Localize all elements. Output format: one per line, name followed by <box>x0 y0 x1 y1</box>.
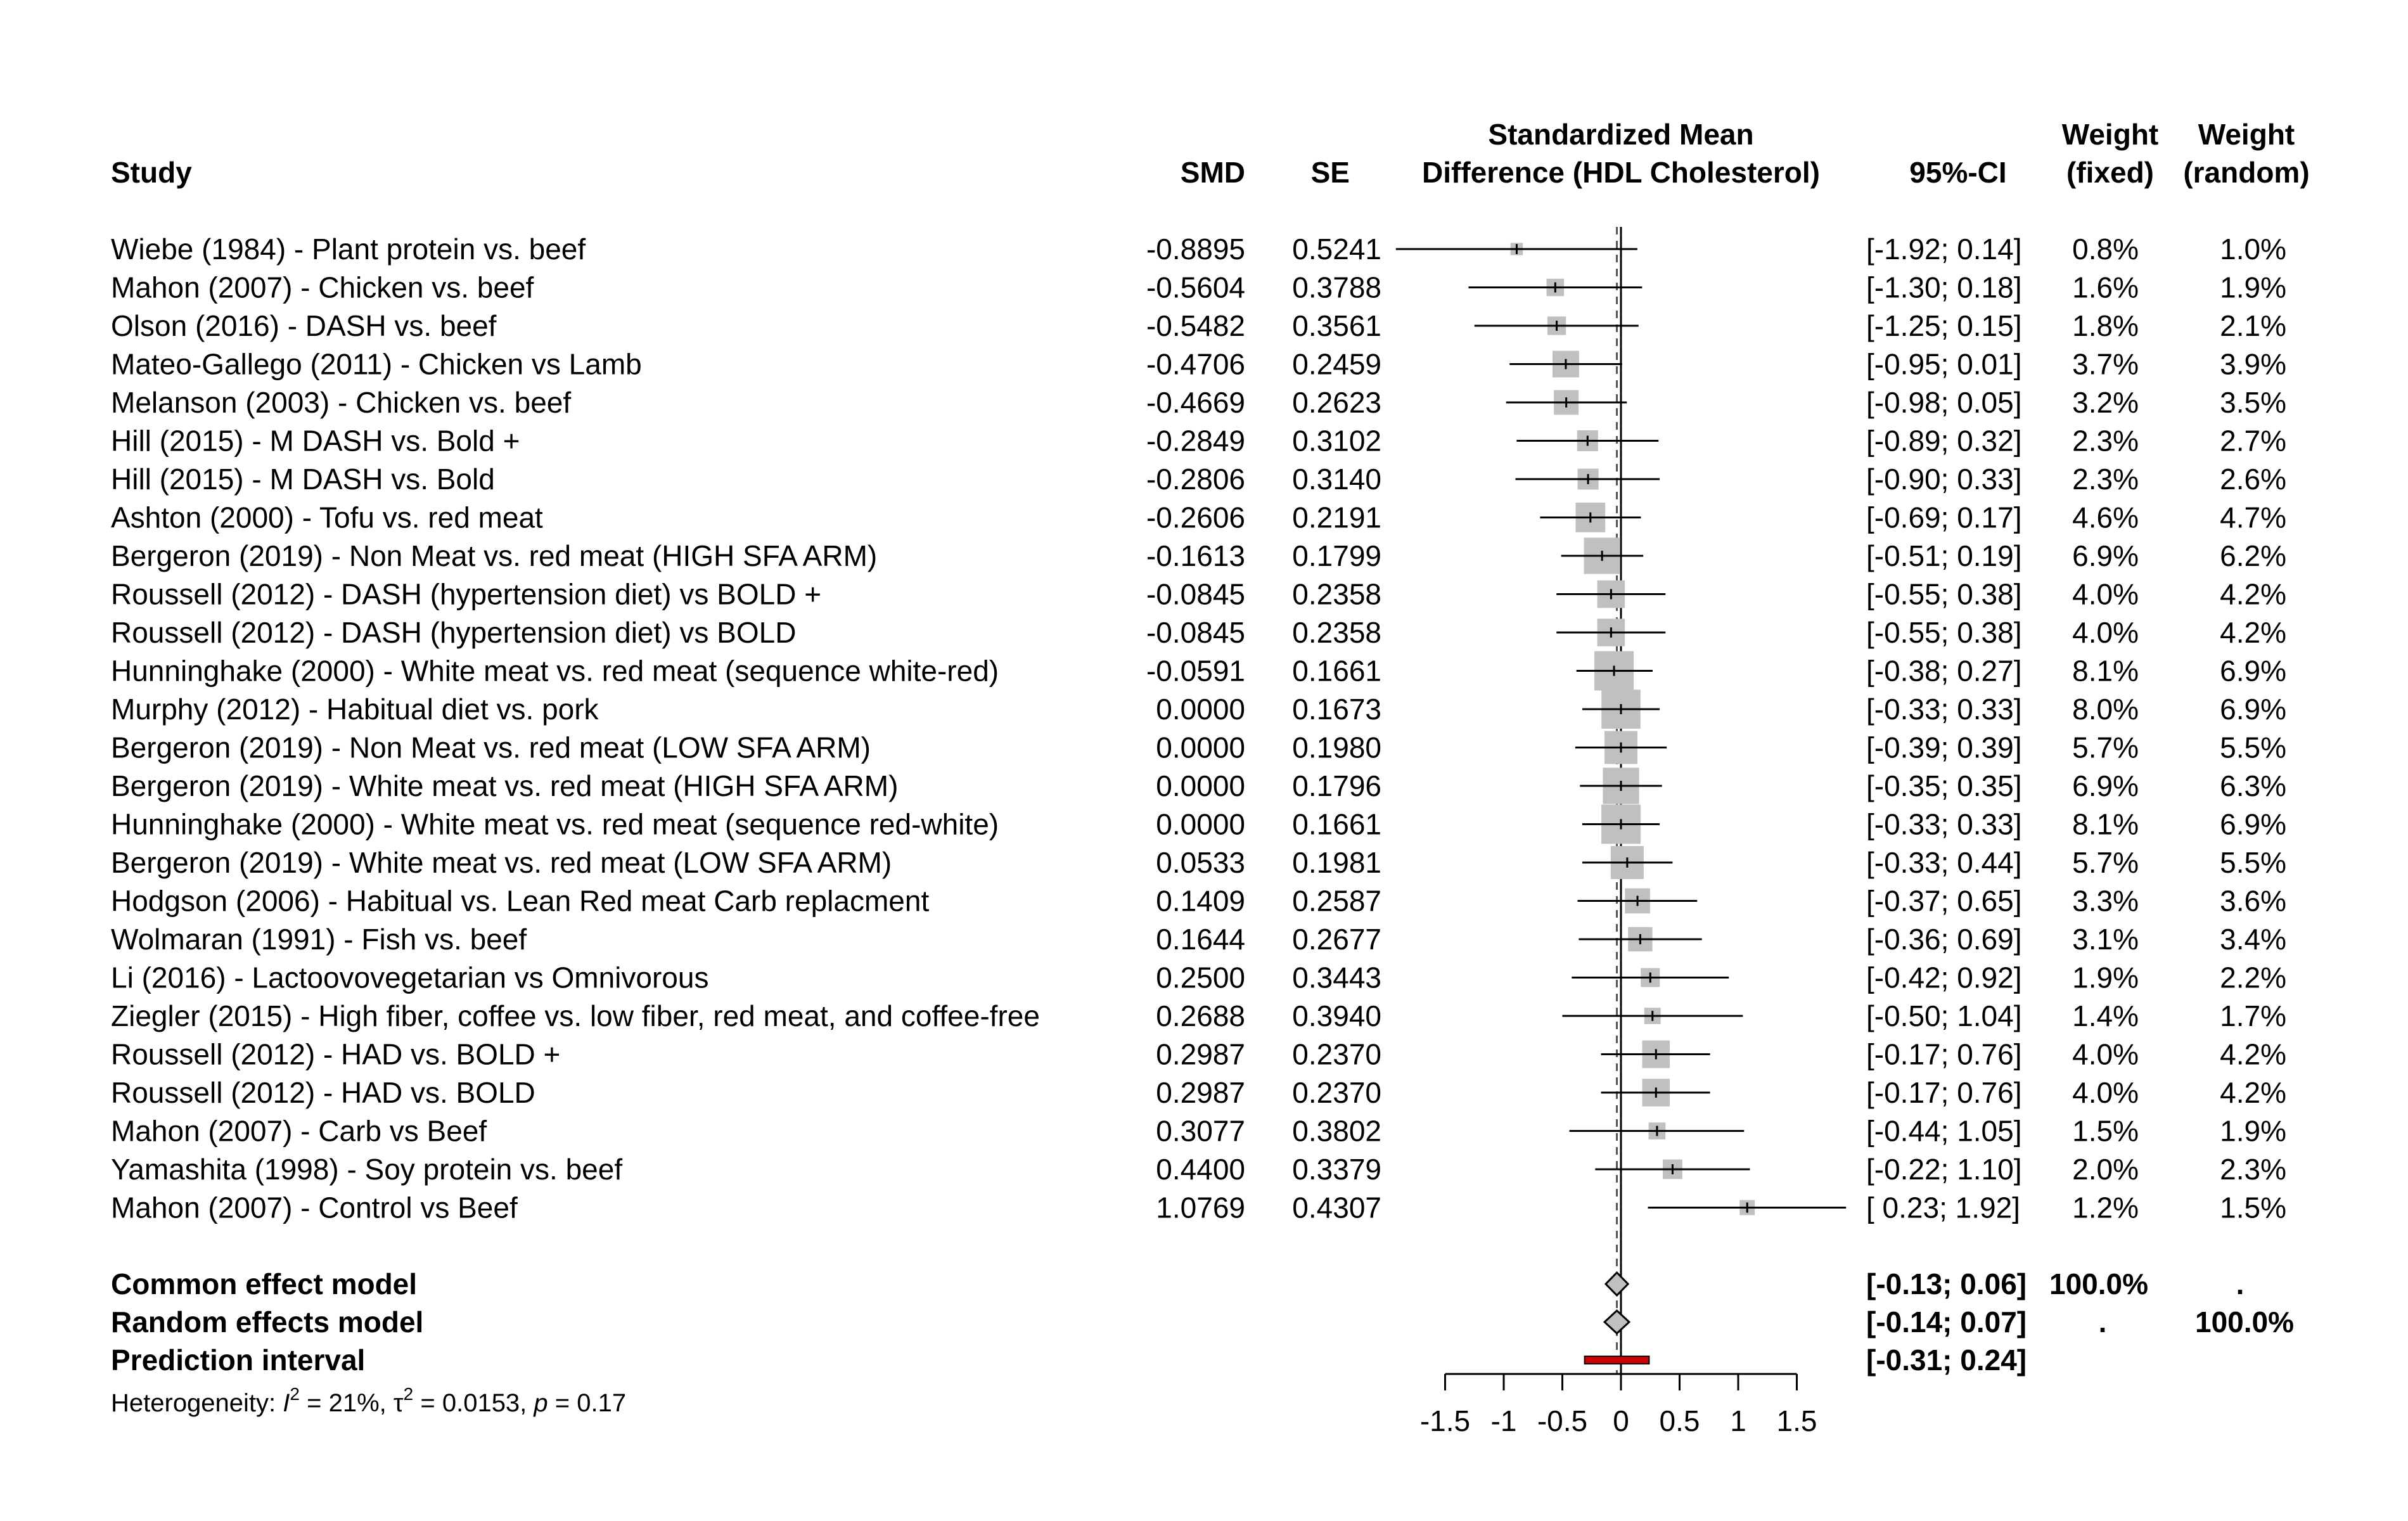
ci-value: [-0.37; 0.65] <box>1866 884 2022 918</box>
study-label: Bergeron (2019) - Non Meat vs. red meat (LOW SFA ARM) <box>111 731 871 764</box>
study-row <box>111 961 2286 994</box>
weight-random-value: 6.2% <box>2220 539 2286 572</box>
study-row <box>111 731 2286 764</box>
column-headers <box>111 118 2310 189</box>
study-label: Wolmaran (1991) - Fish vs. beef <box>111 923 527 956</box>
weight-random-value: 1.0% <box>2220 233 2286 266</box>
het-p-value: = 0.17 <box>548 1389 627 1417</box>
smd-value: 0.2688 <box>1156 999 1245 1032</box>
smd-value: -0.5604 <box>1146 271 1245 304</box>
study-label: Hunninghake (2000) - White meat vs. red meat (sequence red-white) <box>111 807 999 841</box>
header-weight-random-line2: (random) <box>2183 156 2310 189</box>
study-label: Mahon (2007) - Carb vs Beef <box>111 1114 487 1148</box>
ci-value: [-0.55; 0.38] <box>1866 577 2022 611</box>
weight-random-value: 3.6% <box>2220 884 2286 918</box>
study-row <box>111 846 2286 879</box>
header-weight-random-line1: Weight <box>2198 118 2295 151</box>
se-value: 0.3940 <box>1292 999 1381 1032</box>
study-row <box>111 463 2286 496</box>
ci-value: [-1.30; 0.18] <box>1866 271 2022 304</box>
study-row <box>111 999 2286 1032</box>
ci-value: [-1.25; 0.15] <box>1866 309 2022 342</box>
weight-random-value: 2.7% <box>2220 424 2286 458</box>
prediction-ci: [-0.31; 0.24] <box>1866 1344 2027 1377</box>
ci-value: [-0.55; 0.38] <box>1866 616 2022 649</box>
summary-rows <box>111 1268 2294 1377</box>
weight-random-value: 4.2% <box>2220 577 2286 611</box>
study-row <box>111 1115 2286 1148</box>
study-row <box>111 578 2286 611</box>
smd-value: 0.0000 <box>1156 807 1245 841</box>
study-label: Bergeron (2019) - White meat vs. red meat (LOW SFA ARM) <box>111 846 892 879</box>
ci-value: [-0.33; 0.33] <box>1866 807 2022 841</box>
smd-value: 0.0000 <box>1156 693 1245 726</box>
header-study: Study <box>111 156 192 189</box>
ci-value: [-0.35; 0.35] <box>1866 769 2022 802</box>
smd-value: 0.2987 <box>1156 1037 1245 1071</box>
se-value: 0.1799 <box>1292 539 1381 572</box>
study-label: Roussell (2012) - HAD vs. BOLD + <box>111 1037 561 1071</box>
x-axis <box>1420 1374 1817 1437</box>
x-axis-tick-label: -1.5 <box>1419 1404 1471 1437</box>
se-value: 0.1981 <box>1292 846 1381 879</box>
ci-value: [-0.89; 0.32] <box>1866 424 2022 458</box>
study-label: Olson (2016) - DASH vs. beef <box>111 309 497 342</box>
x-axis-tick-label: 0 <box>1613 1404 1629 1437</box>
weight-fixed-value: 0.8% <box>2072 233 2139 266</box>
ci-value: [-0.90; 0.33] <box>1866 463 2022 496</box>
weight-fixed-value: 3.2% <box>2072 386 2139 419</box>
se-value: 0.1980 <box>1292 731 1381 764</box>
weight-random-value: 3.4% <box>2220 923 2286 956</box>
header-weight-fixed-line1: Weight <box>2061 118 2159 151</box>
weight-fixed-value: 1.6% <box>2072 271 2139 304</box>
study-label: Hill (2015) - M DASH vs. Bold <box>111 463 495 496</box>
header-ci: 95%-CI <box>1909 156 2007 189</box>
weight-fixed-value: 4.0% <box>2072 1037 2139 1071</box>
se-value: 0.2191 <box>1292 501 1381 534</box>
heterogeneity-text <box>111 1384 626 1417</box>
se-value: 0.1673 <box>1292 693 1381 726</box>
weight-random-value: 3.5% <box>2220 386 2286 419</box>
study-row <box>111 309 2286 342</box>
smd-value: -0.0591 <box>1146 654 1245 688</box>
study-label: Ashton (2000) - Tofu vs. red meat <box>111 501 543 534</box>
study-row <box>111 651 2286 691</box>
ci-value: [-0.36; 0.69] <box>1866 923 2022 956</box>
weight-random-value: 2.2% <box>2220 961 2286 994</box>
se-value: 0.3802 <box>1292 1114 1381 1148</box>
x-axis-tick-label: 1 <box>1730 1404 1746 1437</box>
weight-fixed-value: 1.8% <box>2072 309 2139 342</box>
ci-value: [-0.98; 0.05] <box>1866 386 2022 419</box>
weight-fixed-value: 5.7% <box>2072 731 2139 764</box>
study-row <box>111 885 2286 918</box>
smd-value: 0.4400 <box>1156 1153 1245 1186</box>
se-value: 0.4307 <box>1292 1191 1381 1224</box>
weight-fixed-value: 2.3% <box>2072 424 2139 458</box>
study-label: Hodgson (2006) - Habitual vs. Lean Red meat Carb replacment <box>111 884 930 918</box>
study-label: Mahon (2007) - Chicken vs. beef <box>111 271 534 304</box>
se-value: 0.3443 <box>1292 961 1381 994</box>
se-value: 0.3379 <box>1292 1153 1381 1186</box>
se-value: 0.2358 <box>1292 616 1381 649</box>
summary-label: Common effect model <box>111 1268 418 1300</box>
se-value: 0.1796 <box>1292 769 1381 802</box>
smd-value: -0.0845 <box>1146 577 1245 611</box>
se-value: 0.3140 <box>1292 463 1381 496</box>
study-label: Murphy (2012) - Habitual diet vs. pork <box>111 693 599 726</box>
study-label: Hill (2015) - M DASH vs. Bold + <box>111 424 520 458</box>
ci-value: [-0.38; 0.27] <box>1866 654 2022 688</box>
weight-fixed-value: 4.0% <box>2072 577 2139 611</box>
smd-value: -0.1613 <box>1146 539 1245 572</box>
study-label: Roussell (2012) - HAD vs. BOLD <box>111 1076 535 1109</box>
ci-value: [-0.39; 0.39] <box>1866 731 2022 764</box>
weight-fixed-value: 1.9% <box>2072 961 2139 994</box>
weight-random-value: 2.1% <box>2220 309 2286 342</box>
smd-value: 0.1409 <box>1156 884 1245 918</box>
ci-value: [-0.69; 0.17] <box>1866 501 2022 534</box>
weight-fixed-value: 2.3% <box>2072 463 2139 496</box>
study-row <box>111 1191 2286 1224</box>
header-weight-fixed-line2: (fixed) <box>2066 156 2154 189</box>
weight-random-value: 2.3% <box>2220 1153 2286 1186</box>
se-value: 0.2370 <box>1292 1076 1381 1109</box>
se-value: 0.2459 <box>1292 347 1381 381</box>
ci-value: [-0.42; 0.92] <box>1866 961 2022 994</box>
smd-value: 0.3077 <box>1156 1114 1245 1148</box>
smd-value: -0.2849 <box>1146 424 1245 458</box>
summary-diamond <box>1604 1311 1629 1333</box>
smd-value: 0.2987 <box>1156 1076 1245 1109</box>
weight-fixed-value: 1.5% <box>2072 1114 2139 1148</box>
weight-random-value: 4.2% <box>2220 1037 2286 1071</box>
header-plot-line2: Difference (HDL Cholesterol) <box>1422 156 1820 189</box>
ci-value: [-0.51; 0.19] <box>1866 539 2022 572</box>
smd-value: 0.2500 <box>1156 961 1245 994</box>
study-label: Yamashita (1998) - Soy protein vs. beef <box>111 1153 623 1186</box>
study-row <box>111 1153 2286 1186</box>
weight-random-value: 1.7% <box>2220 999 2286 1032</box>
se-value: 0.2677 <box>1292 923 1381 956</box>
het-p-symbol: p <box>534 1389 548 1417</box>
study-label: Mahon (2007) - Control vs Beef <box>111 1191 518 1224</box>
smd-value: -0.0845 <box>1146 616 1245 649</box>
prediction-interval-row <box>111 1344 2027 1377</box>
study-row <box>111 1076 2286 1109</box>
x-axis-tick-label: 1.5 <box>1776 1404 1817 1437</box>
weight-fixed-value: 6.9% <box>2072 539 2139 572</box>
se-value: 0.2587 <box>1292 884 1381 918</box>
weight-random-value: 3.9% <box>2220 347 2286 381</box>
study-row <box>111 233 2286 266</box>
ci-value: [-0.95; 0.01] <box>1866 347 2022 381</box>
study-row <box>111 425 2286 458</box>
summary-diamond <box>1606 1273 1628 1295</box>
weight-random-value: 1.9% <box>2220 271 2286 304</box>
weight-fixed-value: 4.0% <box>2072 616 2139 649</box>
study-rows <box>111 233 2286 1224</box>
weight-random-value: 1.5% <box>2220 1191 2286 1224</box>
ci-value: [-0.17; 0.76] <box>1866 1037 2022 1071</box>
smd-value: 1.0769 <box>1156 1191 1245 1224</box>
het-i2-symbol: I <box>283 1389 290 1417</box>
smd-value: -0.4706 <box>1146 347 1245 381</box>
weight-fixed-value: 6.9% <box>2072 769 2139 802</box>
weight-fixed-value: 1.4% <box>2072 999 2139 1032</box>
study-row <box>111 923 2286 956</box>
study-label: Ziegler (2015) - High fiber, coffee vs. low fiber, red meat, and coffee-free <box>111 999 1040 1032</box>
header-plot-line1: Standardized Mean <box>1488 118 1754 151</box>
het-tau2-symbol: τ <box>393 1389 404 1417</box>
study-label: Bergeron (2019) - Non Meat vs. red meat (HIGH SFA ARM) <box>111 539 878 572</box>
smd-value: 0.1644 <box>1156 923 1245 956</box>
smd-value: 0.0533 <box>1156 846 1245 879</box>
weight-fixed-value: 3.1% <box>2072 923 2139 956</box>
ci-value: [-0.33; 0.33] <box>1866 693 2022 726</box>
weight-random-value: 6.9% <box>2220 693 2286 726</box>
het-tau2-value: = 0.0153, <box>413 1389 534 1417</box>
weight-fixed-value: 8.1% <box>2072 807 2139 841</box>
random-effects-row <box>111 1306 2294 1338</box>
summary-label: Random effects model <box>111 1306 424 1338</box>
header-smd: SMD <box>1180 156 1245 189</box>
weight-fixed-value: 3.7% <box>2072 347 2139 381</box>
study-row <box>111 348 2286 381</box>
study-row <box>111 537 2286 574</box>
ci-value: [-0.50; 1.04] <box>1866 999 2022 1032</box>
se-value: 0.3561 <box>1292 309 1381 342</box>
study-row <box>111 1038 2286 1071</box>
summary-ci: [-0.14; 0.07] <box>1866 1306 2027 1338</box>
weight-random-value: 6.9% <box>2220 807 2286 841</box>
study-label: Roussell (2012) - DASH (hypertension diet) vs BOLD <box>111 616 797 649</box>
se-value: 0.3102 <box>1292 424 1381 458</box>
weight-random-value: 4.7% <box>2220 501 2286 534</box>
weight-fixed-value: 3.3% <box>2072 884 2139 918</box>
smd-value: 0.0000 <box>1156 731 1245 764</box>
summary-ci: [-0.13; 0.06] <box>1866 1268 2027 1300</box>
ci-value: [-1.92; 0.14] <box>1866 233 2022 266</box>
weight-fixed-value: 5.7% <box>2072 846 2139 879</box>
x-axis-tick-label: -0.5 <box>1537 1404 1588 1437</box>
study-row <box>111 386 2286 419</box>
ci-value: [-0.33; 0.44] <box>1866 846 2022 879</box>
weight-fixed-value: 2.0% <box>2072 1153 2139 1186</box>
study-label: Wiebe (1984) - Plant protein vs. beef <box>111 233 586 266</box>
se-value: 0.5241 <box>1292 233 1381 266</box>
study-label: Mateo-Gallego (2011) - Chicken vs Lamb <box>111 347 642 381</box>
het-prefix: Heterogeneity: <box>111 1389 283 1417</box>
study-row <box>111 271 2286 304</box>
prediction-bar <box>1585 1356 1649 1364</box>
ci-value: [ 0.23; 1.92] <box>1866 1191 2020 1224</box>
het-tau2-sup: 2 <box>403 1384 414 1404</box>
weight-fixed-value: 4.0% <box>2072 1076 2139 1109</box>
smd-value: -0.4669 <box>1146 386 1245 419</box>
common-effect-row <box>111 1268 2244 1300</box>
weight-random-value: 4.2% <box>2220 616 2286 649</box>
smd-value: -0.5482 <box>1146 309 1245 342</box>
study-row <box>111 690 2286 729</box>
x-axis-tick-label: 0.5 <box>1659 1404 1700 1437</box>
weight-random-value: 6.3% <box>2220 769 2286 802</box>
summary-weight-fixed: . <box>2098 1306 2107 1338</box>
ci-value: [-0.22; 1.10] <box>1866 1153 2022 1186</box>
ci-value: [-0.17; 0.76] <box>1866 1076 2022 1109</box>
summary-weight-random: 100.0% <box>2194 1306 2294 1338</box>
study-row <box>111 805 2286 844</box>
study-label: Hunninghake (2000) - White meat vs. red meat (sequence white-red) <box>111 654 999 688</box>
se-value: 0.2370 <box>1292 1037 1381 1071</box>
study-row <box>111 501 2286 534</box>
header-se: SE <box>1310 156 1350 189</box>
study-label: Roussell (2012) - DASH (hypertension diet) vs BOLD + <box>111 577 822 611</box>
study-label: Bergeron (2019) - White meat vs. red meat (HIGH SFA ARM) <box>111 769 899 802</box>
weight-fixed-value: 4.6% <box>2072 501 2139 534</box>
weight-random-value: 1.9% <box>2220 1114 2286 1148</box>
se-value: 0.3788 <box>1292 271 1381 304</box>
prediction-label: Prediction interval <box>111 1344 366 1377</box>
se-value: 0.2623 <box>1292 386 1381 419</box>
se-value: 0.2358 <box>1292 577 1381 611</box>
study-row <box>111 767 2286 804</box>
weight-fixed-value: 8.1% <box>2072 654 2139 688</box>
het-i2-sup: 2 <box>290 1384 300 1404</box>
study-row <box>111 616 2286 649</box>
summary-weight-fixed: 100.0% <box>2049 1268 2148 1300</box>
weight-fixed-value: 1.2% <box>2072 1191 2139 1224</box>
smd-value: -0.8895 <box>1146 233 1245 266</box>
ci-value: [-0.44; 1.05] <box>1866 1114 2022 1148</box>
smd-value: 0.0000 <box>1156 769 1245 802</box>
se-value: 0.1661 <box>1292 654 1381 688</box>
weight-random-value: 5.5% <box>2220 731 2286 764</box>
study-label: Melanson (2003) - Chicken vs. beef <box>111 386 572 419</box>
smd-value: -0.2806 <box>1146 463 1245 496</box>
summary-weight-random: . <box>2236 1268 2245 1300</box>
smd-value: -0.2606 <box>1146 501 1245 534</box>
weight-random-value: 6.9% <box>2220 654 2286 688</box>
het-i2-value: = 21%, <box>299 1389 394 1417</box>
x-axis-tick-label: -1 <box>1490 1404 1517 1437</box>
weight-random-value: 4.2% <box>2220 1076 2286 1109</box>
study-label: Li (2016) - Lactoovovegetarian vs Omnivorous <box>111 961 709 994</box>
weight-random-value: 2.6% <box>2220 463 2286 496</box>
weight-fixed-value: 8.0% <box>2072 693 2139 726</box>
se-value: 0.1661 <box>1292 807 1381 841</box>
weight-random-value: 5.5% <box>2220 846 2286 879</box>
